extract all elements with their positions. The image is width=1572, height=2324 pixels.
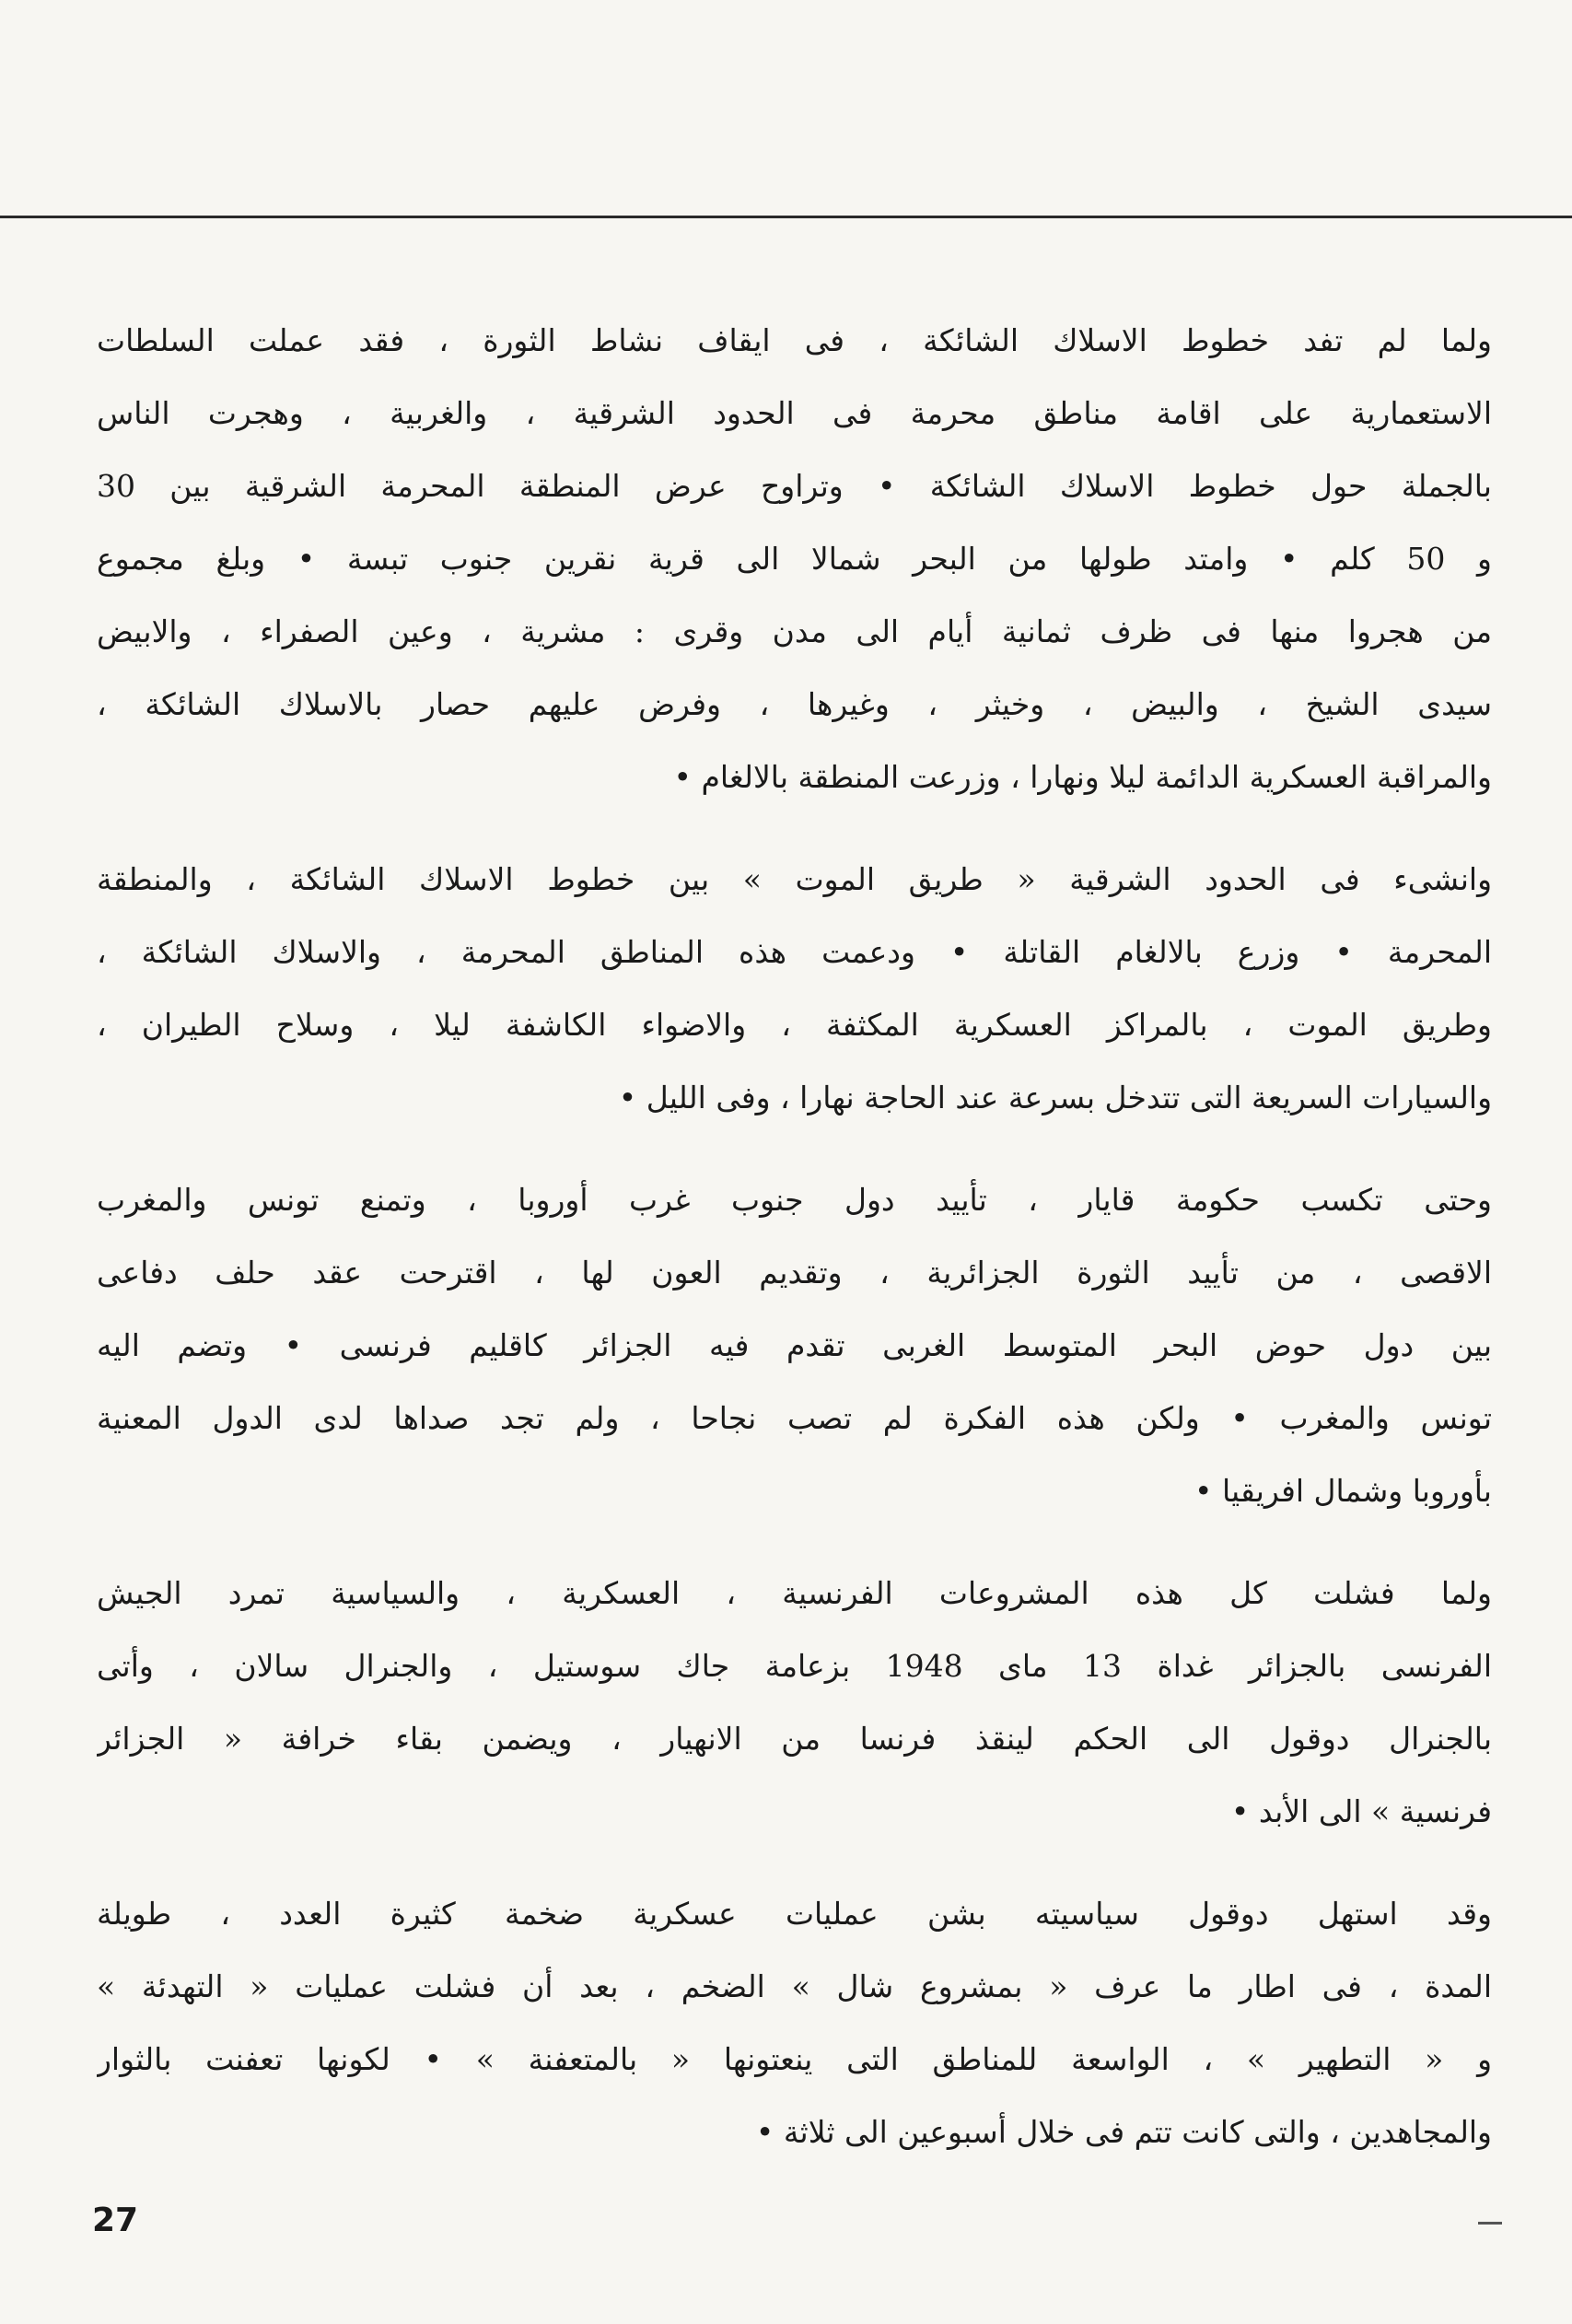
text-line: المحرمة • وزرع بالالغام القاتلة • ودعمت هذه المناطق المحرمة ، والاسلاك الشائكة ، xyxy=(97,934,1492,970)
page-number: 27 xyxy=(92,2201,139,2239)
text-line: والمجاهدين ، والتى كانت تتم فى خلال أسبوعين الى ثلاثة • xyxy=(755,2114,1492,2150)
text-line: والسيارات السريعة التى تتدخل بسرعة عند الحاجة نهارا ، وفى الليل • xyxy=(618,1080,1492,1115)
text-line: والمراقبة العسكرية الدائمة ليلا ونهارا ، وزرعت المنطقة بالالغام • xyxy=(673,759,1492,795)
text-line: من هجروا منها فى ظرف ثمانية أيام الى مدن وقرى : مشرية ، وعين الصفراء ، والابيض xyxy=(97,613,1492,649)
paragraph-1 xyxy=(97,304,1492,813)
text-line: المدة ، فى اطار ما عرف « بمشروع شال » الضخم ، بعد أن فشلت عمليات « التهدئة » xyxy=(97,1968,1492,2004)
text-line: بالجنرال دوقول الى الحكم لينقذ فرنسا من الانهيار ، ويضمن بقاء خرافة « الجزائر xyxy=(97,1721,1492,1757)
body-text xyxy=(97,304,1492,2198)
text-line: بأوروبا وشمال افريقيا • xyxy=(1194,1473,1492,1509)
text-line: سيدى الشيخ ، والبيض ، وخيثر ، وغيرها ، وفرض عليهم حصار بالاسلاك الشائكة ، xyxy=(97,686,1492,722)
paragraph-2 xyxy=(97,843,1492,1134)
text-line: وطريق الموت ، بالمراكز العسكرية المكثفة ، والاضواء الكاشفة ليلا ، وسلاح الطيران ، xyxy=(97,1007,1492,1043)
paragraph-5 xyxy=(97,1877,1492,2168)
text-line: و 50 كلم • وامتد طولها من البحر شمالا الى قرية نقرين جنوب تبسة • وبلغ مجموع xyxy=(97,541,1492,577)
text-line: ولما لم تفد خطوط الاسلاك الشائكة ، فى ايقاف نشاط الثورة ، فقد عملت السلطات xyxy=(97,322,1492,358)
text-line: ولما فشلت كل هذه المشروعات الفرنسية ، العسكرية ، والسياسية تمرد الجيش xyxy=(97,1575,1492,1611)
text-line: بين دول حوض البحر المتوسط الغربى تقدم فيه الجزائر كاقليم فرنسى • وتضم اليه xyxy=(97,1327,1492,1363)
text-line: تونس والمغرب • ولكن هذه الفكرة لم تصب نجاحا ، ولم تجد صداها لدى الدول المعنية xyxy=(97,1400,1492,1436)
text-line: الاستعمارية على اقامة مناطق محرمة فى الحدود الشرقية ، والغربية ، وهجرت الناس xyxy=(97,395,1492,431)
text-line: الاقصى ، من تأييد الثورة الجزائرية ، وتقديم العون لها ، اقترحت عقد حلف دفاعى xyxy=(97,1255,1492,1290)
paragraph-4 xyxy=(97,1557,1492,1848)
text-line: فرنسية » الى الأبد • xyxy=(1230,1793,1492,1829)
text-line: الفرنسى بالجزائر غداة 13 ماى 1948 بزعامة جاك سوستيل ، والجنرال سالان ، وأتى xyxy=(97,1648,1492,1684)
text-line: وقد استهل دوقول سياسيته بشن عمليات عسكرية ضخمة كثيرة العدد ، طويلة xyxy=(97,1896,1492,1932)
text-line: و « التطهير » ، الواسعة للمناطق التى ينعتونها « بالمتعفنة » • لكونها تعفنت بالثوار xyxy=(97,2041,1492,2077)
paragraph-3 xyxy=(97,1163,1492,1527)
corner-mark xyxy=(1478,2222,1502,2225)
text-line: بالجملة حول خطوط الاسلاك الشائكة • وتراوح عرض المنطقة المحرمة الشرقية بين 30 xyxy=(97,468,1492,504)
text-line: وحتى تكسب حكومة قايار ، تأييد دول جنوب غرب أوروبا ، وتمنع تونس والمغرب xyxy=(97,1182,1492,1218)
header-rule xyxy=(0,216,1572,218)
text-line: وانشىء فى الحدود الشرقية « طريق الموت » بين خطوط الاسلاك الشائكة ، والمنطقة xyxy=(97,861,1492,897)
